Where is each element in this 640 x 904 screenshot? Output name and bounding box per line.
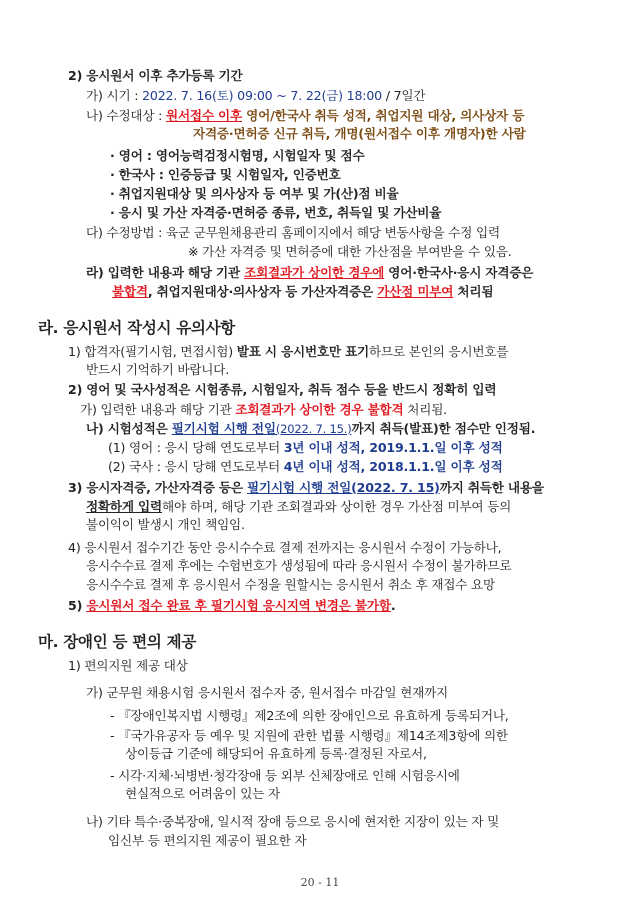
mismatch-text-a: 라) 입력한 내용과 해당 기관 — [86, 265, 245, 280]
period-line — [86, 88, 425, 104]
mismatch-warning-line1 — [86, 265, 533, 281]
la-history-rule-bold: 4년 이내 성적, 2018.1.1.일 이후 성적 — [283, 459, 503, 474]
target-line — [86, 108, 524, 124]
la-item5-dot: . — [390, 598, 396, 613]
la-item1-text: 1) 합격자(필기시험, 면접시험) — [68, 344, 237, 359]
mismatch-warning-line2 — [112, 284, 493, 300]
ma-na-line1: 나) 기타 특수·중복장애, 일시적 장애 등으로 응시에 현저한 지장이 있는 자 및 — [86, 814, 500, 829]
bullet-korean-history: · 한국사 : 인증등급 및 시험일자, 인증번호 — [110, 167, 341, 182]
la-english-rule-bold: 3년 이내 성적, 2019.1.1.일 이후 성적 — [283, 440, 503, 455]
la-item1-tail: 하므로 본인의 응시번호를 — [369, 344, 509, 359]
edit-method: 다) 수정방법 : 육군 군무원채용관리 홈페이지에서 해당 변동사항을 수정 입력 — [86, 225, 500, 240]
la-item1-line1 — [68, 344, 508, 360]
la-item3-underline: 필기시험 시행 전일(2022. 7. 15) — [247, 480, 440, 495]
ma-dash2-line2: 상이등급 기준에 해당되어 유효하게 등록·결정된 자로서, — [125, 746, 427, 761]
la-item2-ga-text: 가) 입력한 내용과 해당 기관 — [80, 402, 236, 417]
target-label: 나) 수정대상 : — [86, 108, 166, 123]
la-item1-line2: 반드시 기억하기 바랍니다. — [86, 362, 230, 377]
la-item3-line1 — [68, 480, 544, 496]
ma-sub1: 1) 편의지원 제공 대상 — [68, 658, 188, 673]
la-item1-bold: 발표 시 응시번호만 표기 — [236, 344, 370, 359]
mismatch-red: 조회결과가 상이한 경우에 — [244, 265, 385, 280]
ma-dash1: - 『장애인복지법 시행령』제2조에 의한 장애인으로 유효하게 등록되거나, — [110, 708, 509, 723]
la-item3-accurate: 정확하게 입력 — [86, 499, 162, 514]
la-item5 — [68, 598, 395, 614]
la-item4-line1: 4) 응시원서 접수기간 동안 응시수수료 결제 전까지는 응시원서 수정이 가능하나, — [68, 540, 502, 555]
ma-dash3-line2: 현실적으로 어려움이 있는 자 — [125, 786, 280, 801]
target-items: 영어/한국사 취득 성적, 취업지원 대상, 의사상자 등 — [241, 108, 525, 123]
target-after-receipt: 원서접수 이후 — [166, 108, 242, 123]
la-item2-na-tail: 까지 취득(발표)한 점수만 인정됨. — [351, 421, 536, 436]
la-item2-na-text: 나) 시험성적은 — [86, 421, 172, 436]
la-item3-line2 — [86, 499, 511, 515]
la-item2-na-underline: 필기시험 시행 전일 — [171, 421, 276, 436]
edit-method-note: ※ 가산 자격증 및 면허증에 대한 가산점을 부여받을 수 있음. — [188, 244, 512, 259]
mismatch-text-c: , 취업지원대상·의사상자 등 가산자격증은 — [147, 284, 378, 299]
la-history-rule — [108, 459, 503, 475]
page-number: 20 - 11 — [300, 876, 340, 889]
ma-ga: 가) 군무원 채용시험 응시원서 접수자 중, 원서접수 마감일 현재까지 — [86, 685, 449, 700]
period-label: 가) 시기 : — [86, 88, 143, 103]
la-item3-line3: 불이익이 발생시 개인 책임임. — [86, 517, 245, 532]
bullet-certificates: · 응시 및 가산 자격증·면허증 종류, 번호, 취득일 및 가산비율 — [110, 205, 442, 220]
la-item3-line2-rest: 해야 하며, 해당 기관 조회결과와 상이한 경우 가산점 미부여 등의 — [161, 499, 512, 514]
la-item2-ga-red: 조회결과가 상이한 경우 불합격 — [235, 402, 404, 417]
period-suffix: / 7일간 — [381, 88, 426, 103]
section-ma-title: 마. 장애인 등 편의 제공 — [38, 633, 197, 651]
fail-red: 불합격 — [112, 284, 148, 299]
la-item4-line2: 응시수수료 결제 후에는 수험번호가 생성됨에 따라 응시원서 수정이 불가하므로 — [86, 558, 512, 573]
ma-na-line2: 임신부 등 편의지원 제공이 필요한 자 — [108, 833, 307, 848]
la-english-rule-text: (1) 영어 : 응시 당해 연도로부터 — [108, 440, 284, 455]
la-item3-text: 3) 응시자격증, 가산자격증 등은 — [68, 480, 248, 495]
la-item3-tail: 까지 취득한 내용을 — [439, 480, 544, 495]
period-dates: 2022. 7. 16(토) 09:00 ~ 7. 22(금) 18:00 — [142, 88, 382, 103]
la-english-rule — [108, 440, 503, 456]
ma-dash2-line1: - 『국가유공자 등 예우 및 지원에 관한 법률 시행령』제14조제3항에 의한 — [110, 728, 508, 743]
bullet-english: · 영어 : 영어능력검정시험명, 시험일자 및 점수 — [110, 148, 365, 163]
section-2-heading: 2) 응시원서 이후 추가등록 기간 — [68, 68, 243, 83]
la-item2-heading: 2) 영어 및 국사성적은 시험종류, 시험일자, 취득 점수 등을 반드시 정확히 입력 — [68, 382, 497, 397]
la-item2-ga-tail: 처리됨. — [403, 402, 447, 417]
la-item5-num: 5) — [68, 598, 87, 613]
la-item4-line3: 응시수수료 결제 후 응시원서 수정을 원할시는 응시원서 취소 후 재접수 요망 — [86, 577, 495, 592]
la-item2-na-date: (2022. 7. 15.) — [275, 422, 352, 436]
target-items-line2: 자격증·면허증 신규 취득, 개명(원서접수 이후 개명자)한 사람 — [193, 126, 526, 141]
la-item2-na — [86, 421, 535, 437]
no-bonus-red: 가산점 미부여 — [377, 284, 454, 299]
mismatch-text-d: 처리됨 — [453, 284, 494, 299]
mismatch-text-b: 영어·한국사·응시 자격증은 — [384, 265, 534, 280]
la-history-rule-text: (2) 국사 : 응시 당해 연도로부터 — [108, 459, 284, 474]
ma-dash3-line1: - 시각·지체·뇌병변·청각장애 등 외부 신체장애로 인해 시험응시에 — [110, 768, 460, 783]
la-item2-ga — [80, 402, 447, 418]
section-la-title: 라. 응시원서 작성시 유의사항 — [38, 319, 235, 337]
la-item5-red: 응시원서 접수 완료 후 필기시험 응시지역 변경은 불가함 — [86, 598, 391, 613]
bullet-employment-support: · 취업지원대상 및 의사상자 등 여부 및 가(산)점 비율 — [110, 186, 399, 201]
